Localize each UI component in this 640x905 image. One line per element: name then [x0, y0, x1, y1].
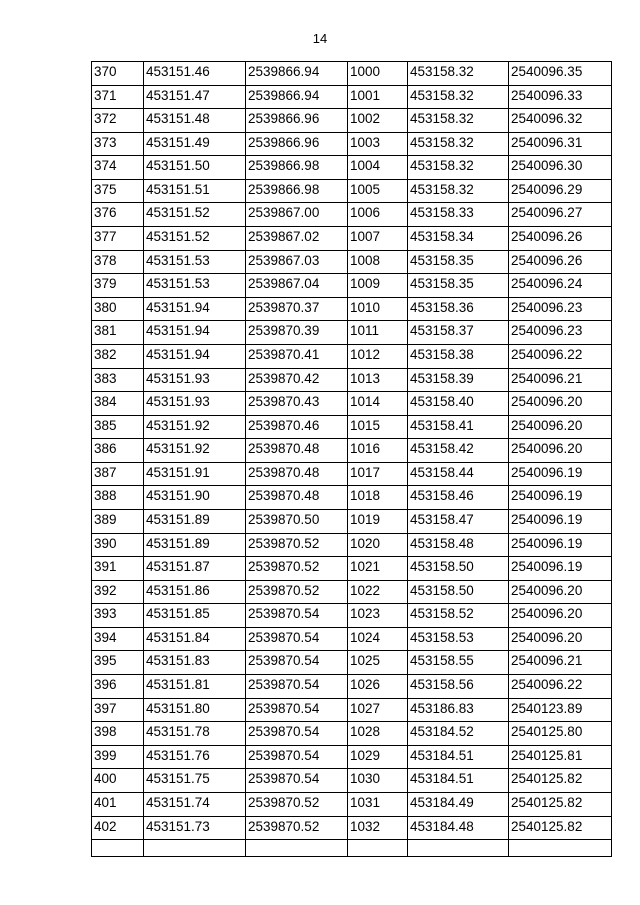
table-cell: 453151.93 — [144, 392, 246, 416]
table-cell: 453151.76 — [144, 745, 246, 769]
table-cell: 2540096.21 — [509, 368, 612, 392]
table-cell: 453158.42 — [408, 439, 509, 463]
table-cell: 1027 — [348, 698, 408, 722]
table-cell: 2540123.89 — [509, 698, 612, 722]
table-cell: 2539870.52 — [246, 816, 348, 840]
table-cell: 1002 — [348, 109, 408, 133]
table-cell: 453158.32 — [408, 179, 509, 203]
table-cell: 2539866.98 — [246, 179, 348, 203]
table-cell: 2539870.39 — [246, 321, 348, 345]
table-cell: 386 — [92, 439, 144, 463]
table-cell: 1024 — [348, 627, 408, 651]
table-cell: 370 — [92, 62, 144, 86]
table-row — [92, 227, 612, 251]
table-cell: 398 — [92, 722, 144, 746]
table-row — [92, 439, 612, 463]
table-cell: 395 — [92, 651, 144, 675]
table-cell: 1020 — [348, 533, 408, 557]
table-row — [92, 321, 612, 345]
table-cell: 453158.39 — [408, 368, 509, 392]
table-cell: 381 — [92, 321, 144, 345]
table-row — [92, 368, 612, 392]
table-row — [92, 698, 612, 722]
table-cell: 2540125.82 — [509, 769, 612, 793]
table-cell: 1007 — [348, 227, 408, 251]
table-cell: 453151.90 — [144, 486, 246, 510]
table-cell: 453184.52 — [408, 722, 509, 746]
table-cell: 453151.89 — [144, 533, 246, 557]
table-cell: 2539870.50 — [246, 509, 348, 533]
table-cell: 453151.48 — [144, 109, 246, 133]
table-cell: 1005 — [348, 179, 408, 203]
table-cell: 453184.49 — [408, 792, 509, 816]
table-cell: 1010 — [348, 297, 408, 321]
table-cell: 1011 — [348, 321, 408, 345]
table-cell: 1026 — [348, 675, 408, 699]
table-row — [92, 651, 612, 675]
table-cell: 1019 — [348, 509, 408, 533]
table-cell: 453158.50 — [408, 557, 509, 581]
table-cell: 2540096.19 — [509, 462, 612, 486]
table-cell: 453151.46 — [144, 62, 246, 86]
table-cell: 387 — [92, 462, 144, 486]
table-cell: 378 — [92, 250, 144, 274]
table-cell: 377 — [92, 227, 144, 251]
table-cell: 453158.50 — [408, 580, 509, 604]
table-cell: 384 — [92, 392, 144, 416]
table-cell: 2540096.33 — [509, 85, 612, 109]
table-cell: 2539870.48 — [246, 462, 348, 486]
table-cell: 396 — [92, 675, 144, 699]
table-cell: 2539870.54 — [246, 651, 348, 675]
table-cell: 453151.93 — [144, 368, 246, 392]
table-cell: 453151.84 — [144, 627, 246, 651]
table-cell: 2540096.30 — [509, 156, 612, 180]
table-cell: 385 — [92, 415, 144, 439]
table-cell: 2539867.00 — [246, 203, 348, 227]
table-cell: 2539870.52 — [246, 533, 348, 557]
coordinates-table-body — [92, 62, 612, 857]
table-cell: 380 — [92, 297, 144, 321]
table-cell: 2540096.27 — [509, 203, 612, 227]
table-cell: 2540096.24 — [509, 274, 612, 298]
table-cell: 1014 — [348, 392, 408, 416]
table-row — [92, 462, 612, 486]
table-cell: 2539866.94 — [246, 62, 348, 86]
table-cell: 453158.38 — [408, 344, 509, 368]
table-cell: 453158.37 — [408, 321, 509, 345]
table-row-empty — [92, 840, 612, 857]
table-cell: 453151.94 — [144, 344, 246, 368]
table-cell: 388 — [92, 486, 144, 510]
table-cell: 2540096.19 — [509, 557, 612, 581]
table-cell: 1029 — [348, 745, 408, 769]
table-cell: 2540096.20 — [509, 580, 612, 604]
table-cell: 402 — [92, 816, 144, 840]
table-row — [92, 274, 612, 298]
table-cell: 1023 — [348, 604, 408, 628]
table-cell: 2539866.96 — [246, 132, 348, 156]
table-cell: 453151.83 — [144, 651, 246, 675]
table-cell: 393 — [92, 604, 144, 628]
table-cell: 453151.73 — [144, 816, 246, 840]
table-cell: 2539867.04 — [246, 274, 348, 298]
table-cell: 2540096.20 — [509, 627, 612, 651]
table-cell: 2539870.48 — [246, 439, 348, 463]
table-cell: 1004 — [348, 156, 408, 180]
table-cell: 2540096.22 — [509, 675, 612, 699]
table-cell: 453158.53 — [408, 627, 509, 651]
table-cell: 375 — [92, 179, 144, 203]
table-cell: 453151.47 — [144, 85, 246, 109]
table-cell: 2539866.94 — [246, 85, 348, 109]
table-cell: 373 — [92, 132, 144, 156]
table-cell: 2540096.22 — [509, 344, 612, 368]
table-cell: 399 — [92, 745, 144, 769]
table-cell: 1031 — [348, 792, 408, 816]
table-cell: 2540096.20 — [509, 604, 612, 628]
table-cell: 453158.55 — [408, 651, 509, 675]
table-cell: 2540096.20 — [509, 392, 612, 416]
table-cell: 453158.33 — [408, 203, 509, 227]
table-cell: 2540125.82 — [509, 816, 612, 840]
table-row — [92, 486, 612, 510]
table-cell-empty — [408, 840, 509, 857]
table-cell: 453158.56 — [408, 675, 509, 699]
table-cell: 397 — [92, 698, 144, 722]
table-cell: 2540096.26 — [509, 250, 612, 274]
table-cell: 1006 — [348, 203, 408, 227]
table-cell: 1015 — [348, 415, 408, 439]
table-cell: 2540125.80 — [509, 722, 612, 746]
table-cell: 2540096.23 — [509, 297, 612, 321]
table-row — [92, 557, 612, 581]
table-cell: 453158.46 — [408, 486, 509, 510]
table-cell: 2539870.46 — [246, 415, 348, 439]
table-cell: 1009 — [348, 274, 408, 298]
table-cell: 2539870.52 — [246, 792, 348, 816]
table-cell: 1003 — [348, 132, 408, 156]
table-cell: 2539870.42 — [246, 368, 348, 392]
table-cell: 453151.53 — [144, 274, 246, 298]
table-row — [92, 509, 612, 533]
table-cell: 2539870.54 — [246, 698, 348, 722]
table-cell: 2540096.19 — [509, 486, 612, 510]
table-cell: 453151.53 — [144, 250, 246, 274]
table-row — [92, 132, 612, 156]
table-cell: 453158.52 — [408, 604, 509, 628]
table-cell: 2540096.21 — [509, 651, 612, 675]
table-cell: 1028 — [348, 722, 408, 746]
table-cell-empty — [92, 840, 144, 857]
table-cell: 2540096.35 — [509, 62, 612, 86]
table-row — [92, 85, 612, 109]
table-cell: 400 — [92, 769, 144, 793]
table-row — [92, 580, 612, 604]
table-cell: 453158.40 — [408, 392, 509, 416]
table-cell: 453158.32 — [408, 85, 509, 109]
table-cell: 453151.85 — [144, 604, 246, 628]
table-row — [92, 156, 612, 180]
table-cell: 453151.92 — [144, 439, 246, 463]
table-cell: 401 — [92, 792, 144, 816]
table-cell: 2540096.31 — [509, 132, 612, 156]
table-cell: 1013 — [348, 368, 408, 392]
table-row — [92, 816, 612, 840]
table-cell: 379 — [92, 274, 144, 298]
table-cell: 453184.51 — [408, 745, 509, 769]
table-cell: 453151.87 — [144, 557, 246, 581]
table-cell: 2539870.52 — [246, 557, 348, 581]
table-cell: 453151.94 — [144, 297, 246, 321]
table-cell: 453186.83 — [408, 698, 509, 722]
table-cell: 2539866.96 — [246, 109, 348, 133]
table-row — [92, 179, 612, 203]
table-cell: 1030 — [348, 769, 408, 793]
table-cell: 2539866.98 — [246, 156, 348, 180]
table-row — [92, 109, 612, 133]
table-row — [92, 62, 612, 86]
table-cell: 453151.52 — [144, 203, 246, 227]
table-cell: 453151.49 — [144, 132, 246, 156]
table-row — [92, 392, 612, 416]
table-cell: 453184.51 — [408, 769, 509, 793]
table-cell: 453151.89 — [144, 509, 246, 533]
table-cell: 2540096.20 — [509, 439, 612, 463]
table-row — [92, 203, 612, 227]
table-cell: 2540125.81 — [509, 745, 612, 769]
table-cell: 453158.35 — [408, 274, 509, 298]
table-cell: 2539867.02 — [246, 227, 348, 251]
table-cell: 2540125.82 — [509, 792, 612, 816]
table-cell: 1032 — [348, 816, 408, 840]
table-cell: 453151.94 — [144, 321, 246, 345]
table-cell: 453158.41 — [408, 415, 509, 439]
table-cell: 453151.75 — [144, 769, 246, 793]
table-row — [92, 533, 612, 557]
table-cell: 453151.81 — [144, 675, 246, 699]
table-cell: 382 — [92, 344, 144, 368]
table-row — [92, 769, 612, 793]
table-cell: 2539870.54 — [246, 675, 348, 699]
table-cell: 389 — [92, 509, 144, 533]
table-cell: 1012 — [348, 344, 408, 368]
table-cell: 453158.35 — [408, 250, 509, 274]
table-row — [92, 722, 612, 746]
table-cell: 1000 — [348, 62, 408, 86]
table-cell: 2540096.23 — [509, 321, 612, 345]
table-cell: 453158.47 — [408, 509, 509, 533]
table-cell: 453158.34 — [408, 227, 509, 251]
table-cell: 383 — [92, 368, 144, 392]
table-cell: 394 — [92, 627, 144, 651]
table-row — [92, 297, 612, 321]
table-cell: 1025 — [348, 651, 408, 675]
table-row — [92, 745, 612, 769]
table-cell: 453158.48 — [408, 533, 509, 557]
table-row — [92, 250, 612, 274]
table-cell: 2540096.32 — [509, 109, 612, 133]
table-cell-empty — [509, 840, 612, 857]
table-cell: 453151.80 — [144, 698, 246, 722]
table-cell: 453158.32 — [408, 109, 509, 133]
table-cell: 2539870.37 — [246, 297, 348, 321]
table-cell: 2539870.54 — [246, 627, 348, 651]
coordinates-table — [91, 61, 612, 857]
table-cell: 453151.92 — [144, 415, 246, 439]
table-cell-empty — [144, 840, 246, 857]
table-cell-empty — [348, 840, 408, 857]
table-cell: 390 — [92, 533, 144, 557]
table-row — [92, 675, 612, 699]
table-cell: 453158.44 — [408, 462, 509, 486]
table-cell: 453151.91 — [144, 462, 246, 486]
table-cell: 392 — [92, 580, 144, 604]
table-cell: 391 — [92, 557, 144, 581]
table-cell: 453151.51 — [144, 179, 246, 203]
table-row — [92, 415, 612, 439]
table-cell: 453151.52 — [144, 227, 246, 251]
table-cell: 376 — [92, 203, 144, 227]
table-row — [92, 344, 612, 368]
table-row — [92, 627, 612, 651]
table-cell: 2539867.03 — [246, 250, 348, 274]
table-cell: 453158.32 — [408, 156, 509, 180]
table-cell: 453151.50 — [144, 156, 246, 180]
table-cell: 1008 — [348, 250, 408, 274]
table-cell: 453184.48 — [408, 816, 509, 840]
table-cell: 2540096.20 — [509, 415, 612, 439]
table-cell: 2540096.19 — [509, 509, 612, 533]
table-cell-empty — [246, 840, 348, 857]
table-cell: 374 — [92, 156, 144, 180]
table-cell: 2540096.29 — [509, 179, 612, 203]
table-cell: 453151.74 — [144, 792, 246, 816]
table-row — [92, 792, 612, 816]
table-row — [92, 604, 612, 628]
table-cell: 2539870.54 — [246, 745, 348, 769]
table-cell: 453151.78 — [144, 722, 246, 746]
table-cell: 1016 — [348, 439, 408, 463]
table-cell: 2539870.41 — [246, 344, 348, 368]
table-cell: 1022 — [348, 580, 408, 604]
table-cell: 371 — [92, 85, 144, 109]
table-cell: 1018 — [348, 486, 408, 510]
table-cell: 1001 — [348, 85, 408, 109]
table-cell: 453151.86 — [144, 580, 246, 604]
table-cell: 2539870.43 — [246, 392, 348, 416]
table-cell: 453158.36 — [408, 297, 509, 321]
table-cell: 2540096.26 — [509, 227, 612, 251]
table-cell: 453158.32 — [408, 62, 509, 86]
table-cell: 372 — [92, 109, 144, 133]
table-cell: 1021 — [348, 557, 408, 581]
table-cell: 2539870.48 — [246, 486, 348, 510]
page-number: 14 — [312, 31, 328, 46]
table-cell: 1017 — [348, 462, 408, 486]
table-cell: 2539870.54 — [246, 769, 348, 793]
table-cell: 2539870.54 — [246, 604, 348, 628]
table-cell: 453158.32 — [408, 132, 509, 156]
table-cell: 2539870.52 — [246, 580, 348, 604]
table-cell: 2539870.54 — [246, 722, 348, 746]
table-cell: 2540096.19 — [509, 533, 612, 557]
